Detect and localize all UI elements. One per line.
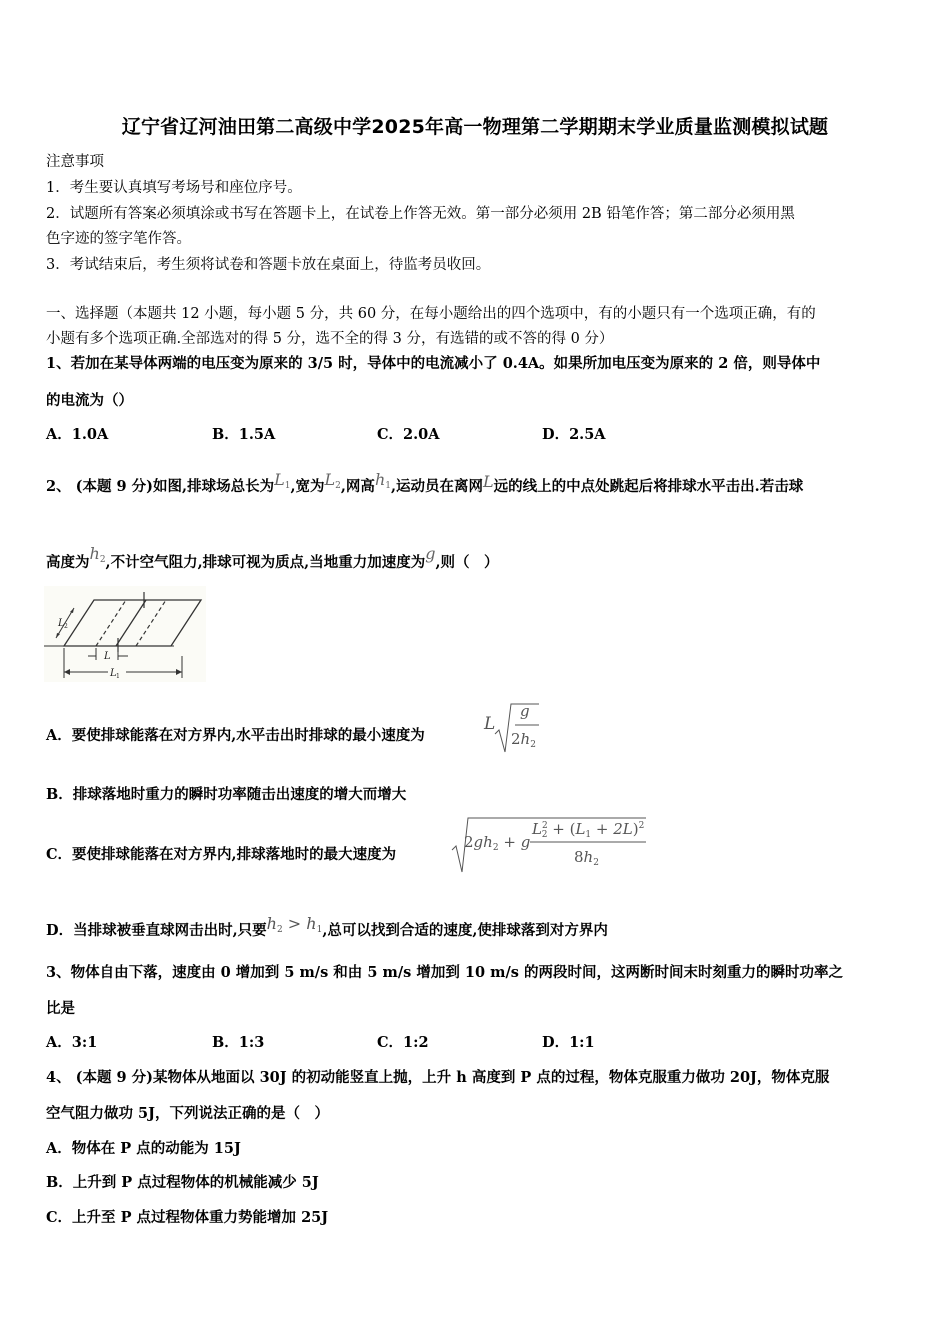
q2-text-7: ,不计空气阻力,排球可视为质点,当地重力加速度为 [105, 554, 426, 571]
q1-option-d: D．2.5A [542, 426, 606, 443]
section-instructions: 一、选择题（本题共 12 小题，每小题 5 分，共 60 分，在每小题给出的四个选项中，有的小题只有一个选项正确，有的 [46, 306, 816, 322]
q2-text-6: 高度为 [46, 554, 90, 571]
q3-option-c: C．1:2 [377, 1034, 429, 1051]
q3-option-a: A．3:1 [46, 1034, 98, 1051]
q4-option-b: B．上升到 P 点过程物体的机械能减少 5J [46, 1174, 319, 1191]
q2-text-5: 远的线上的中点处跳起后将排球水平击出.若击球 [493, 478, 804, 495]
q2-text-2: ,宽为 [290, 478, 325, 495]
symbol-l2: $L_2$ [324, 470, 341, 491]
svg-text:L: L [110, 668, 117, 679]
q2-option-c: C．要使排球能落在对方界内,排球落地时的最大速度为 [46, 846, 397, 863]
symbol-l1: $L_1$ [274, 470, 291, 491]
q1-option-c: C．2.0A [377, 426, 440, 443]
question-2 [46, 470, 803, 496]
question-1: 1、若加在某导体两端的电压变为原来的 3/5 时，导体中的电流减小了 0.4A。如果所加电压变为原来的 2 倍，则导体中 [46, 355, 821, 372]
notice-item-3: 3．考试结束后，考生须将试卷和答题卡放在桌面上，待监考员收回。 [46, 257, 491, 273]
q2-option-d: D．当排球被垂直球网击出时,只要$h_2 > h_1$,总可以找到合适的速度,使排球落到对方界内 [46, 914, 608, 939]
svg-text:1: 1 [116, 673, 120, 680]
symbol-h1: $h_1$ [374, 470, 391, 491]
svg-text:2: 2 [64, 623, 68, 630]
q3-option-b: B．1:3 [212, 1034, 265, 1051]
formula-min-speed: L g $2h_2$ [484, 700, 544, 754]
q3-option-d: D．1:1 [542, 1034, 595, 1051]
q2-text-1: 2、 (本题 9 分)如图,排球场总长为 [46, 478, 275, 495]
q2-option-a: A．要使排球能落在对方界内,水平击出时排球的最小速度为 [46, 727, 425, 744]
formula-max-speed: $2gh_2 + g$ $L^2_2 + (L_1 + 2L)^2$ $8h_2$ [450, 814, 650, 874]
page-title: 辽宁省辽河油田第二高级中学2025年高一物理第二学期期末学业质量监测模拟试题 [121, 116, 829, 138]
notice-item-2-cont: 色字迹的签字笔作答。 [46, 231, 191, 247]
notice-heading: 注意事项 [46, 154, 104, 170]
section-instructions-cont: 小题有多个选项正确.全部选对的得 5 分，选不全的得 3 分，有选错的或不答的得 0 分） [46, 331, 614, 347]
question-1-cont: 的电流为（） [46, 392, 133, 409]
question-2-cont [46, 544, 499, 572]
question-4-cont: 空气阻力做功 5J，下列说法正确的是（ ） [46, 1105, 329, 1122]
q4-option-a: A．物体在 P 点的动能为 15J [46, 1140, 241, 1157]
q4-option-c: C．上升至 P 点过程物体重力势能增加 25J [46, 1209, 329, 1226]
symbol-h2: $h_2$ [89, 544, 106, 565]
q2-text-8: ,则（ ） [435, 554, 499, 571]
volleyball-court-diagram [44, 586, 206, 682]
symbol-g: g [425, 544, 436, 563]
svg-text:L: L [104, 651, 111, 662]
formula-h2-gt-h1: $h_2 > h_1$ [266, 914, 323, 935]
notice-item-1: 1．考生要认真填写考场号和座位序号。 [46, 180, 302, 196]
question-3: 3、物体自由下落，速度由 0 增加到 5 m/s 和由 5 m/s 增加到 10 m/s 的两段时间，这两断时间末时刻重力的瞬时功率之 [46, 964, 843, 981]
q2-text-4: ,运动员在离网 [390, 478, 484, 495]
q1-option-a: A．1.0A [46, 426, 109, 443]
q2-text-3: ,网高 [340, 478, 375, 495]
question-3-cont: 比是 [46, 1000, 75, 1017]
q2-option-b: B．排球落地时重力的瞬时功率随击出速度的增大而增大 [46, 786, 407, 803]
question-4: 4、 (本题 9 分)某物体从地面以 30J 的初动能竖直上抛，上升 h 高度到 P 点的过程，物体克服重力做功 20J，物体克服 [46, 1069, 830, 1086]
svg-text:L: L [58, 618, 65, 629]
symbol-l: L [483, 472, 494, 491]
notice-item-2: 2．试题所有答案必须填涂或书写在答题卡上，在试卷上作答无效。第一部分必须用 2B 铅笔作答；第二部分必须用黑 [46, 206, 795, 222]
q1-option-b: B．1.5A [212, 426, 276, 443]
